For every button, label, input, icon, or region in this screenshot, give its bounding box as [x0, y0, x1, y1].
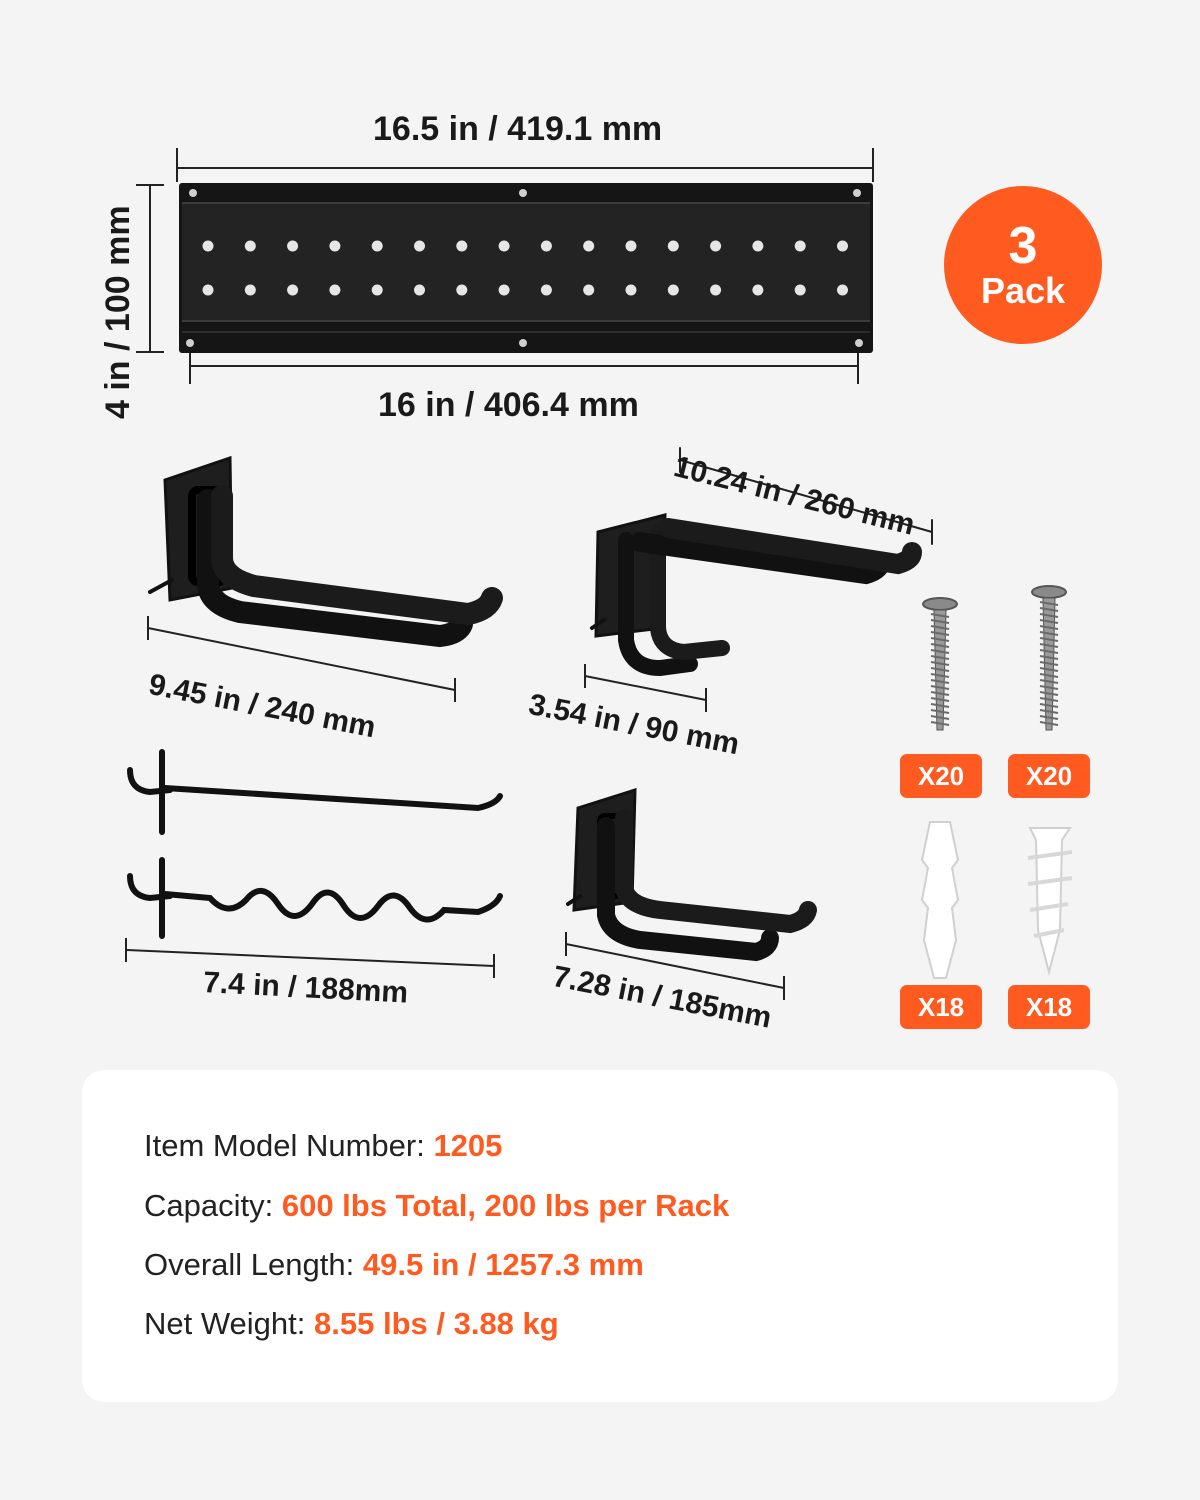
- board-hole: [329, 241, 340, 252]
- board-width-top-line: [177, 148, 873, 182]
- spec-net-weight: [144, 1306, 559, 1342]
- screw-icon: [1032, 586, 1066, 730]
- anchor-a-quantity: X18: [900, 985, 982, 1029]
- board-hole: [203, 285, 214, 296]
- board-hole: [583, 241, 594, 252]
- board-hole: [203, 241, 214, 252]
- board-hole: [456, 241, 467, 252]
- board-hole: [795, 285, 806, 296]
- board-hole: [710, 285, 721, 296]
- board-hole: [245, 285, 256, 296]
- board-hole: [837, 241, 848, 252]
- board-height-line: [136, 185, 164, 352]
- spec-card: [82, 1070, 1118, 1402]
- board-hole: [541, 285, 552, 296]
- spec-label: Net Weight:: [144, 1306, 315, 1341]
- board-hole: [752, 285, 763, 296]
- board-hole: [583, 285, 594, 296]
- double-hook-large: [150, 458, 492, 636]
- board-hole: [414, 241, 425, 252]
- u-hook-label: 7.28 in / 185mm: [550, 960, 775, 1035]
- board-width-bottom-line: [190, 352, 858, 384]
- double-hook-large-label: 9.45 in / 240 mm: [146, 668, 379, 745]
- plastic-anchor-icon: [922, 822, 958, 978]
- screw-b-quantity: X20: [1008, 754, 1090, 798]
- board-hole: [668, 285, 679, 296]
- board-hole: [626, 285, 637, 296]
- pack-number: 3: [1008, 217, 1038, 276]
- spec-label: Item Model Number:: [144, 1128, 434, 1163]
- peg-hook-wavy: [130, 860, 500, 936]
- board-height-label: 4 in / 100 mm: [99, 205, 137, 419]
- u-hook: [568, 790, 808, 952]
- pack-label: Pack: [980, 270, 1066, 312]
- spec-value: 600 lbs Total, 200 lbs per Rack: [281, 1188, 730, 1223]
- board-hole: [626, 241, 637, 252]
- board-hole: [837, 285, 848, 296]
- board-hole: [499, 241, 510, 252]
- spec-label: Capacity:: [144, 1188, 282, 1223]
- board-hole: [795, 241, 806, 252]
- spec-value: 8.55 lbs / 3.88 kg: [314, 1306, 559, 1341]
- pack-badge: [944, 186, 1102, 344]
- spec-capacity: [144, 1188, 729, 1224]
- board-hole: [329, 285, 340, 296]
- peg-hooks-label: 7.4 in / 188mm: [202, 966, 409, 1010]
- double-hook-long-label: 10.24 in / 260 mm: [670, 450, 918, 542]
- board-width-top-label: 16.5 in / 419.1 mm: [373, 110, 663, 148]
- board-width-bottom-label: 16 in / 406.4 mm: [378, 386, 639, 424]
- board-hole: [668, 241, 679, 252]
- board-hole: [372, 241, 383, 252]
- board-hole: [372, 285, 383, 296]
- board-hole: [710, 241, 721, 252]
- board-hole: [752, 241, 763, 252]
- spec-label: Overall Length:: [144, 1247, 363, 1282]
- spec-value: 49.5 in / 1257.3 mm: [362, 1247, 644, 1282]
- slatwall-panel: [179, 183, 873, 353]
- peg-hook-straight: [130, 752, 500, 832]
- board-hole: [541, 241, 552, 252]
- board-hole: [499, 285, 510, 296]
- spec-value: 1205: [433, 1128, 503, 1163]
- screw-a-quantity: X20: [900, 754, 982, 798]
- anchor-b-quantity: X18: [1008, 985, 1090, 1029]
- double-hook-depth-label: 3.54 in / 90 mm: [526, 688, 742, 762]
- board-hole: [414, 285, 425, 296]
- board-hole: [456, 285, 467, 296]
- screw-icon: [923, 598, 957, 730]
- spec-overall-length: [144, 1247, 644, 1283]
- board-hole: [245, 241, 256, 252]
- board-hole: [287, 285, 298, 296]
- drywall-anchor-icon: [1028, 828, 1072, 972]
- spec-model-number: [144, 1128, 502, 1164]
- board-hole: [287, 241, 298, 252]
